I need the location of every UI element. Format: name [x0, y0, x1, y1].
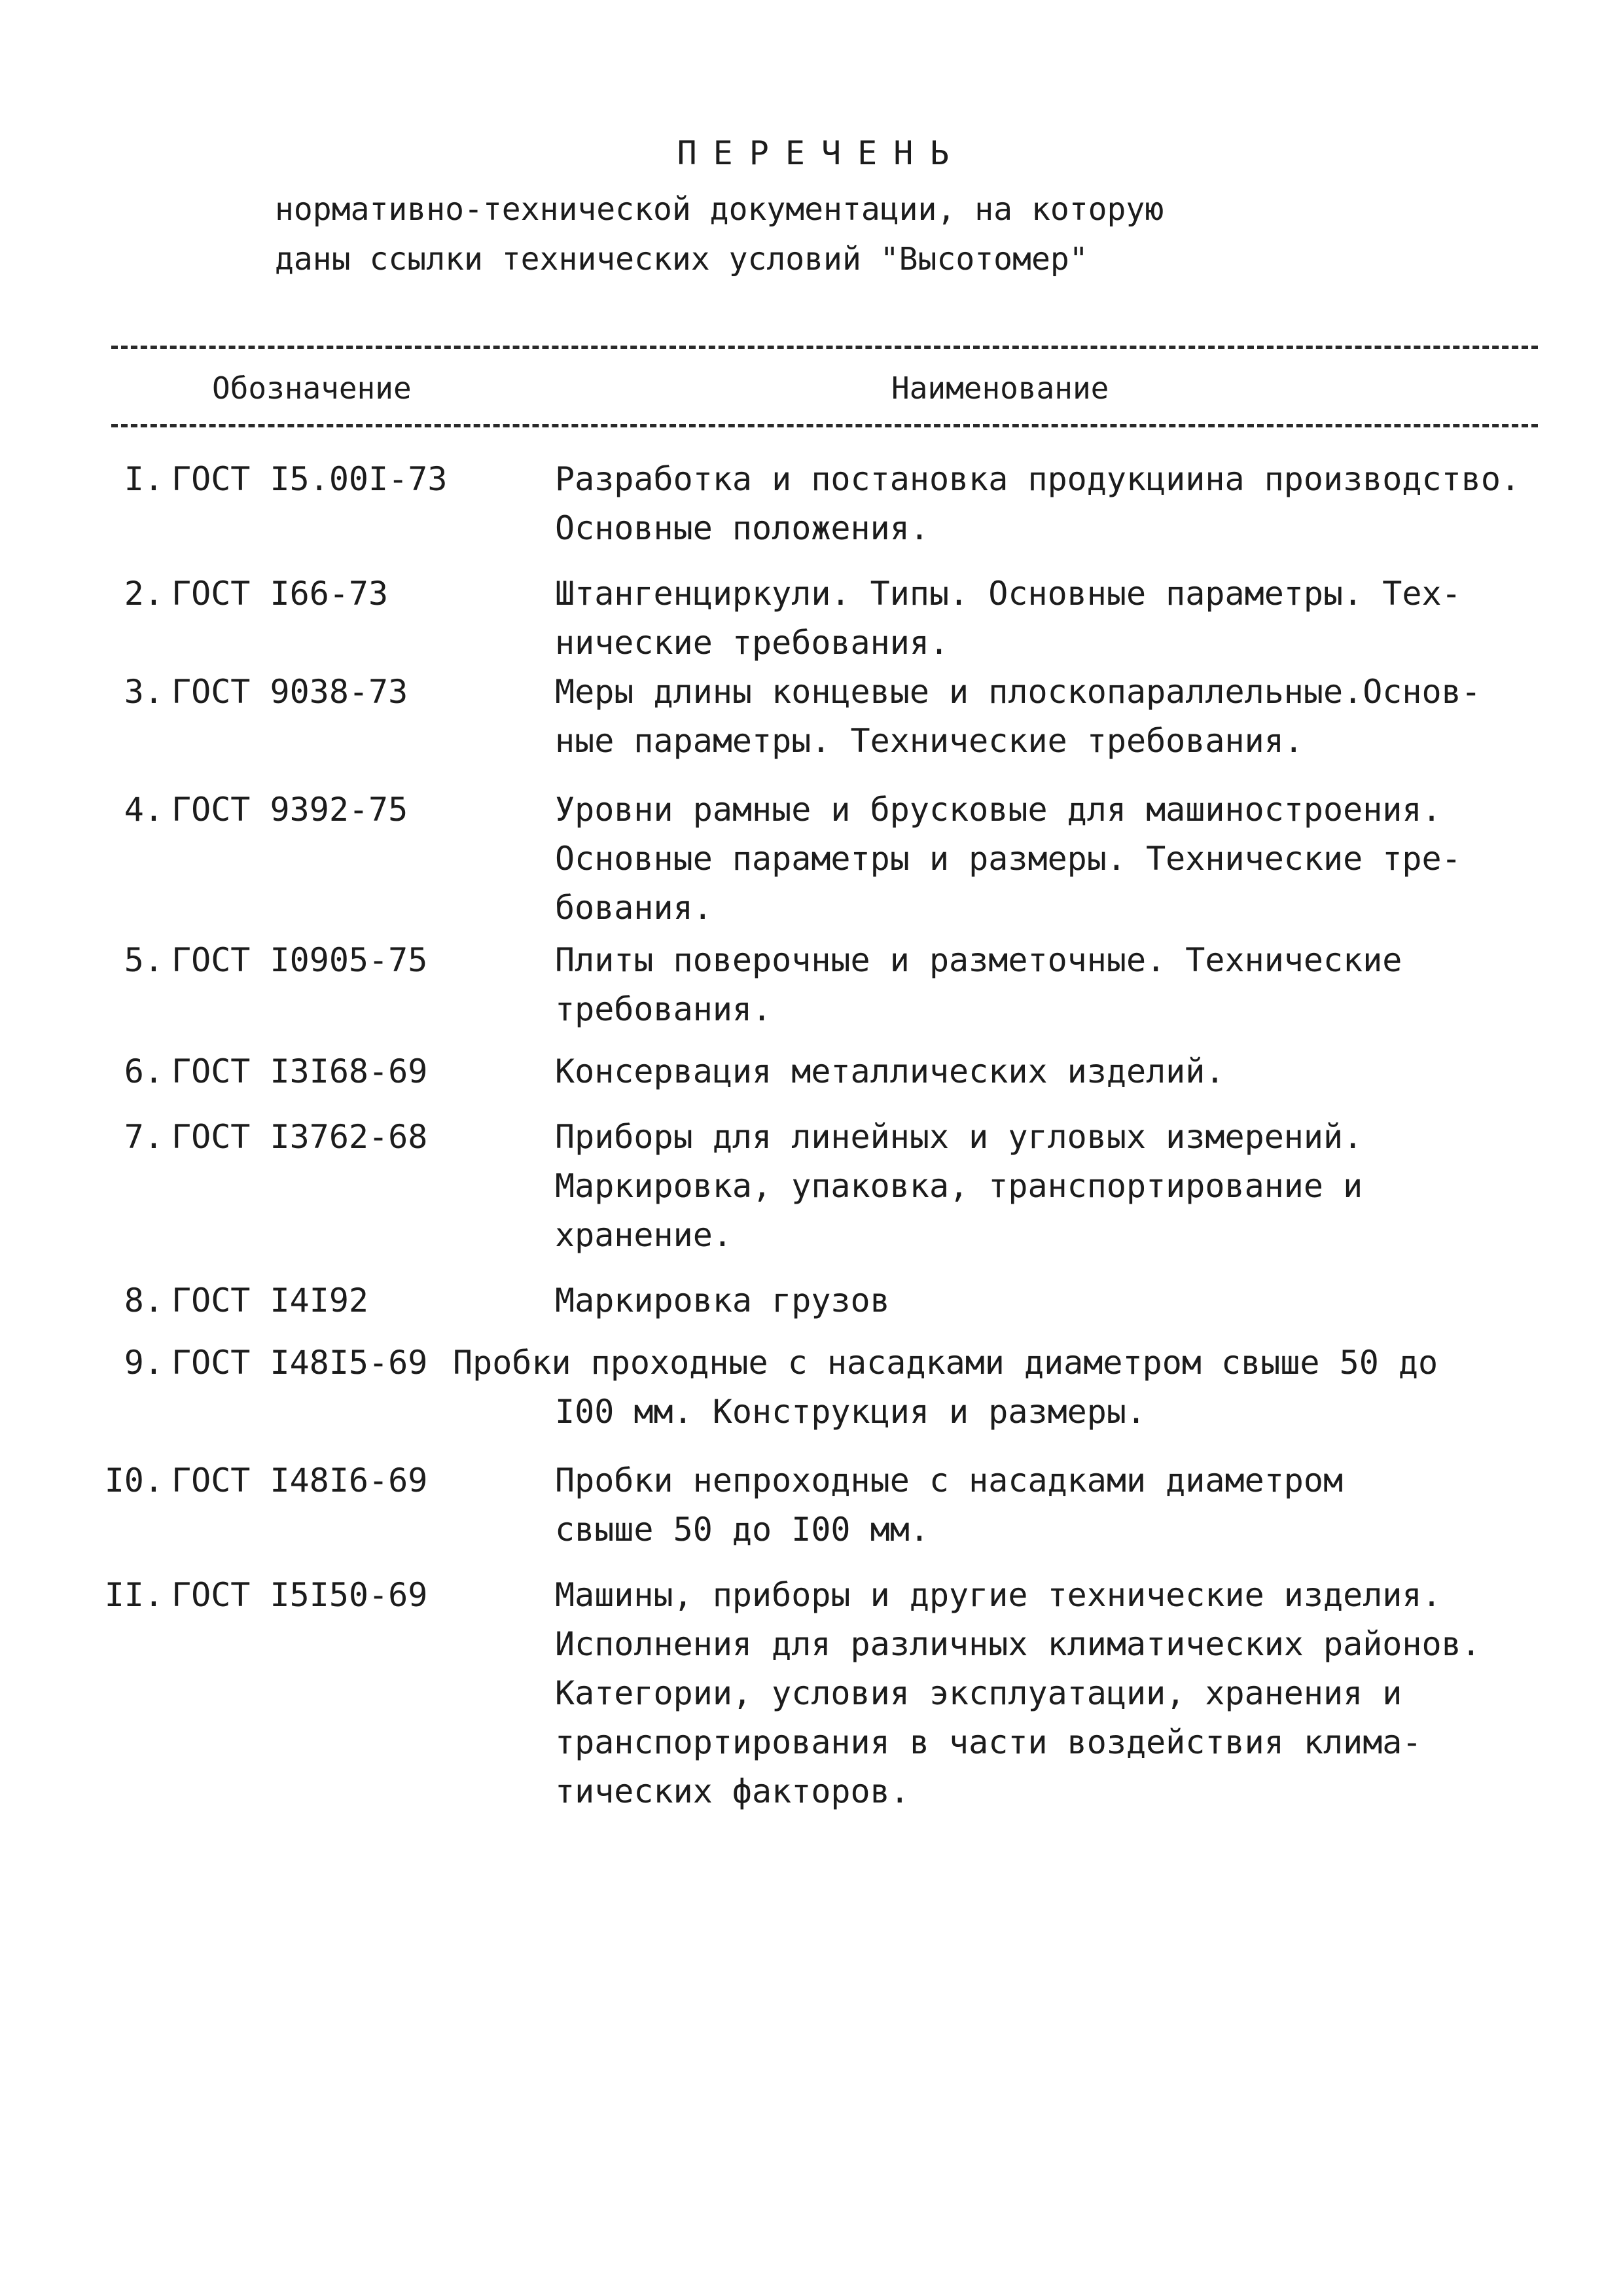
row-designation: ГОСТ I5.00I-73	[171, 460, 448, 498]
row-number: 5.	[124, 941, 164, 979]
row-name-line: Исполнения для различных климатических районов.	[555, 1625, 1481, 1663]
row-name	[555, 785, 1550, 933]
table-top-rule	[111, 346, 1538, 349]
column-header-name: Наименование	[891, 370, 1109, 406]
row-designation: ГОСТ I5I50-69	[171, 1576, 428, 1614]
row-name-line: Пробки проходные с насадками диаметром свыше 50 до	[453, 1344, 1438, 1382]
row-name-line: Машины, приборы и другие технические изделия.	[555, 1576, 1442, 1614]
row-number: 6.	[124, 1052, 164, 1090]
row-name-line: Пробки непроходные с насадками диаметром	[555, 1462, 1344, 1499]
row-designation: ГОСТ I3I68-69	[171, 1052, 428, 1090]
row-name	[555, 1047, 1550, 1096]
row-name-line: I00 мм. Конструкция и размеры.	[555, 1393, 1147, 1431]
row-number: 3.	[124, 673, 164, 711]
row-name-line: ные параметры. Технические требования.	[555, 722, 1304, 760]
row-name	[555, 455, 1550, 553]
row-name-line: бования.	[555, 889, 713, 927]
row-name	[555, 1456, 1550, 1554]
row-name-line: хранение.	[555, 1216, 732, 1254]
row-name-line: Основные положения.	[555, 509, 929, 547]
row-name-line: Приборы для линейных и угловых измерений.	[555, 1118, 1363, 1156]
row-name-line: Уровни рамные и брусковые для машиностроения.	[555, 791, 1442, 829]
row-name	[453, 1338, 1448, 1437]
row-number: 2.	[124, 575, 164, 613]
row-name-line: Разработка и постановка продукциина производство.	[555, 460, 1521, 498]
table-header-rule	[111, 424, 1538, 427]
row-number: 4.	[124, 791, 164, 829]
row-name-line: нические требования.	[555, 624, 950, 662]
row-number: I.	[124, 460, 164, 498]
row-name-line: транспортирования в части воздействия клима-	[555, 1723, 1422, 1761]
row-designation: ГОСТ I48I6-69	[171, 1462, 428, 1499]
row-number: 8.	[124, 1282, 164, 1319]
row-name-line: Категории, условия эксплуатации, хранения и	[555, 1674, 1402, 1712]
row-name-line: тических факторов.	[555, 1772, 910, 1810]
row-number: 9.	[124, 1344, 164, 1382]
row-designation: ГОСТ I0905-75	[171, 941, 428, 979]
row-number: I0.	[104, 1462, 164, 1499]
row-designation: ГОСТ I4I92	[171, 1282, 369, 1319]
row-name-line: требования.	[555, 990, 772, 1028]
row-name	[555, 1571, 1550, 1816]
row-name-line: Маркировка, упаковка, транспортирование и	[555, 1167, 1363, 1205]
row-name-line: Меры длины концевые и плоскопараллельные.Основ-	[555, 673, 1481, 711]
document-subtitle-line-2: даны ссылки технических условий "Высотомер"	[275, 241, 1088, 278]
document-title: ПЕРЕЧЕНЬ	[677, 134, 966, 172]
column-header-designation: Обозначение	[212, 370, 412, 406]
document-subtitle-line-1: нормативно-технической документации, на которую	[275, 191, 1164, 228]
row-designation: ГОСТ 9392-75	[171, 791, 408, 829]
row-designation: ГОСТ I3762-68	[171, 1118, 428, 1156]
row-name-line: Основные параметры и размеры. Технические тре-	[555, 840, 1461, 878]
row-number: 7.	[124, 1118, 164, 1156]
row-name-line: Плиты поверочные и разметочные. Технические	[555, 941, 1402, 979]
row-designation: ГОСТ I48I5-69	[171, 1344, 428, 1382]
row-name	[555, 668, 1550, 766]
row-name	[555, 1276, 1550, 1325]
row-number: II.	[104, 1576, 164, 1614]
row-designation: ГОСТ I66-73	[171, 575, 389, 613]
row-name-line: Консервация металлических изделий.	[555, 1052, 1225, 1090]
row-name	[555, 1113, 1550, 1260]
row-name	[555, 936, 1550, 1034]
row-name-line: Маркировка грузов	[555, 1282, 890, 1319]
row-name	[555, 569, 1550, 668]
row-name-line: свыше 50 до I00 мм.	[555, 1511, 929, 1549]
row-name-line: Штангенциркули. Типы. Основные параметры. Тех-	[555, 575, 1461, 613]
row-designation: ГОСТ 9038-73	[171, 673, 408, 711]
